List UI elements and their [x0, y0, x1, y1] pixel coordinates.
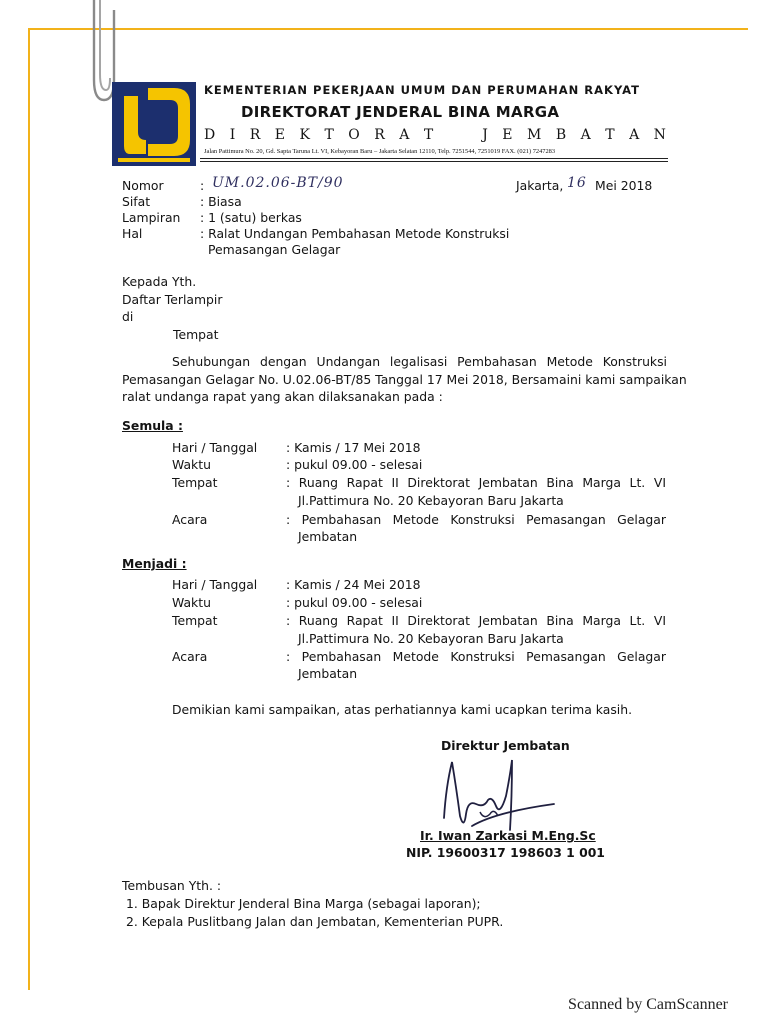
- directorate-letter: J: [482, 127, 488, 143]
- signatory-name: Ir. Iwan Zarkasi M.Eng.Sc: [420, 828, 596, 843]
- nomor-label: Nomor: [122, 178, 164, 193]
- menjadi-value-agenda-2: Jembatan: [298, 666, 358, 681]
- semula-label-date: Hari / Tanggal: [172, 440, 258, 455]
- directorate-name: [204, 127, 666, 143]
- directorate-letter: T: [605, 127, 615, 143]
- closing-sentence: Demikian kami sampaikan, atas perhatiannya kami ucapkan terima kasih.: [172, 702, 633, 717]
- semula-value-agenda: : Pembahasan Metode Konstruksi Pemasangan Gelagar: [286, 512, 666, 527]
- semula-value-place-2: Jl.Pattimura No. 20 Kebayoran Baru Jakarta: [298, 493, 564, 508]
- hal-value-line2: Pemasangan Gelagar: [208, 242, 341, 257]
- body-paragraph-line1: Sehubungan dengan Undangan legalisasi Pembahasan Metode Konstruksi: [172, 354, 667, 369]
- directorate-letter: B: [555, 127, 567, 143]
- tembusan-item-2: 2. Kepala Puslitbang Jalan dan Jembatan, Kementerian PUPR.: [126, 914, 504, 929]
- lampiran-value: : 1 (satu) berkas: [200, 210, 302, 225]
- directorate-letter: E: [274, 127, 285, 143]
- directorate-letter: A: [629, 127, 640, 143]
- directorate-letter: O: [348, 127, 360, 143]
- semula-heading: Semula :: [122, 418, 183, 433]
- pupr-logo-icon: [112, 82, 196, 166]
- recipient-line4: Tempat: [173, 327, 219, 342]
- recipient-line3: di: [122, 309, 134, 324]
- nomor-colon: :: [200, 178, 205, 193]
- semula-label-time: Waktu: [172, 457, 211, 472]
- semula-label-agenda: Acara: [172, 512, 208, 527]
- ministry-name: KEMENTERIAN PEKERJAAN UMUM DAN PERUMAHAN RAKYAT: [204, 83, 641, 97]
- tembusan-heading: Tembusan Yth. :: [122, 878, 222, 893]
- directorate-word-gap: [448, 127, 468, 143]
- tembusan-item-1: 1. Bapak Direktur Jenderal Bina Marga (sebagai laporan);: [126, 896, 481, 911]
- semula-value-date: : Kamis / 17 Mei 2018: [286, 440, 421, 455]
- menjadi-heading: Menjadi :: [122, 556, 187, 571]
- semula-label-place: Tempat: [172, 475, 218, 490]
- sifat-value: : Biasa: [200, 194, 242, 209]
- scanner-watermark: Scanned by CamScanner: [568, 996, 728, 1013]
- directorate-letter: R: [249, 127, 261, 143]
- menjadi-label-agenda: Acara: [172, 649, 208, 664]
- place-date-prefix: Jakarta,: [516, 178, 564, 193]
- semula-value-time: : pukul 09.00 - selesai: [286, 457, 423, 472]
- body-paragraph-line3: ralat undanga rapat yang akan dilaksanakan pada :: [122, 389, 443, 404]
- letterhead-divider-thin: [200, 161, 668, 162]
- nomor-value: UM.02.06-BT/90: [212, 175, 344, 191]
- directorate-letter: A: [580, 127, 591, 143]
- menjadi-label-place: Tempat: [172, 613, 218, 628]
- recipient-line2: Daftar Terlampir: [122, 292, 223, 307]
- date-day: 16: [567, 175, 587, 191]
- menjadi-value-place-2: Jl.Pattimura No. 20 Kebayoran Baru Jakarta: [298, 631, 564, 646]
- directorate-letter: E: [502, 127, 513, 143]
- date-rest: Mei 2018: [595, 178, 653, 193]
- directorate-letter: I: [229, 127, 236, 143]
- directorate-letter: M: [527, 127, 542, 143]
- recipient-line1: Kepada Yth.: [122, 274, 197, 289]
- page-border-left: [28, 28, 30, 990]
- directorate-letter: D: [204, 127, 216, 143]
- hal-value-line1: : Ralat Undangan Pembahasan Metode Konstruksi: [200, 226, 510, 241]
- signatory-title: Direktur Jembatan: [441, 738, 570, 753]
- letterhead-address: Jalan Pattimura No. 20, Gd. Sapta Taruna Lt. VI, Kebayoran Baru – Jakarta Selatan 12110, Telp. 7251544, 7251019 FAX. (021) 7247283: [204, 148, 556, 155]
- menjadi-label-time: Waktu: [172, 595, 211, 610]
- directorate-letter: N: [653, 127, 666, 143]
- signatory-nip: NIP. 19600317 198603 1 001: [406, 845, 605, 860]
- directorate-letter: K: [299, 127, 310, 143]
- menjadi-value-date: : Kamis / 24 Mei 2018: [286, 577, 421, 592]
- directorate-general-name: DIREKTORAT JENDERAL BINA MARGA: [241, 103, 560, 121]
- directorate-letter: R: [374, 127, 385, 143]
- directorate-letter: A: [399, 127, 410, 143]
- sifat-label: Sifat: [122, 194, 151, 209]
- menjadi-value-place: : Ruang Rapat II Direktorat Jembatan Bina Marga Lt. VI: [286, 613, 666, 628]
- menjadi-label-date: Hari / Tanggal: [172, 577, 258, 592]
- directorate-letter: T: [324, 127, 334, 143]
- hal-label: Hal: [122, 226, 143, 241]
- letterhead-divider: [200, 158, 668, 159]
- menjadi-value-time: : pukul 09.00 - selesai: [286, 595, 423, 610]
- menjadi-value-agenda: : Pembahasan Metode Konstruksi Pemasangan Gelagar: [286, 649, 666, 664]
- page-border-top: [28, 28, 748, 30]
- semula-value-place: : Ruang Rapat II Direktorat Jembatan Bina Marga Lt. VI: [286, 475, 666, 490]
- semula-value-agenda-2: Jembatan: [298, 529, 358, 544]
- lampiran-label: Lampiran: [122, 210, 181, 225]
- directorate-letter: T: [423, 127, 434, 143]
- body-paragraph-line2: Pemasangan Gelagar No. U.02.06-BT/85 Tanggal 17 Mei 2018, Bersamaini kami sampaikan: [122, 372, 687, 387]
